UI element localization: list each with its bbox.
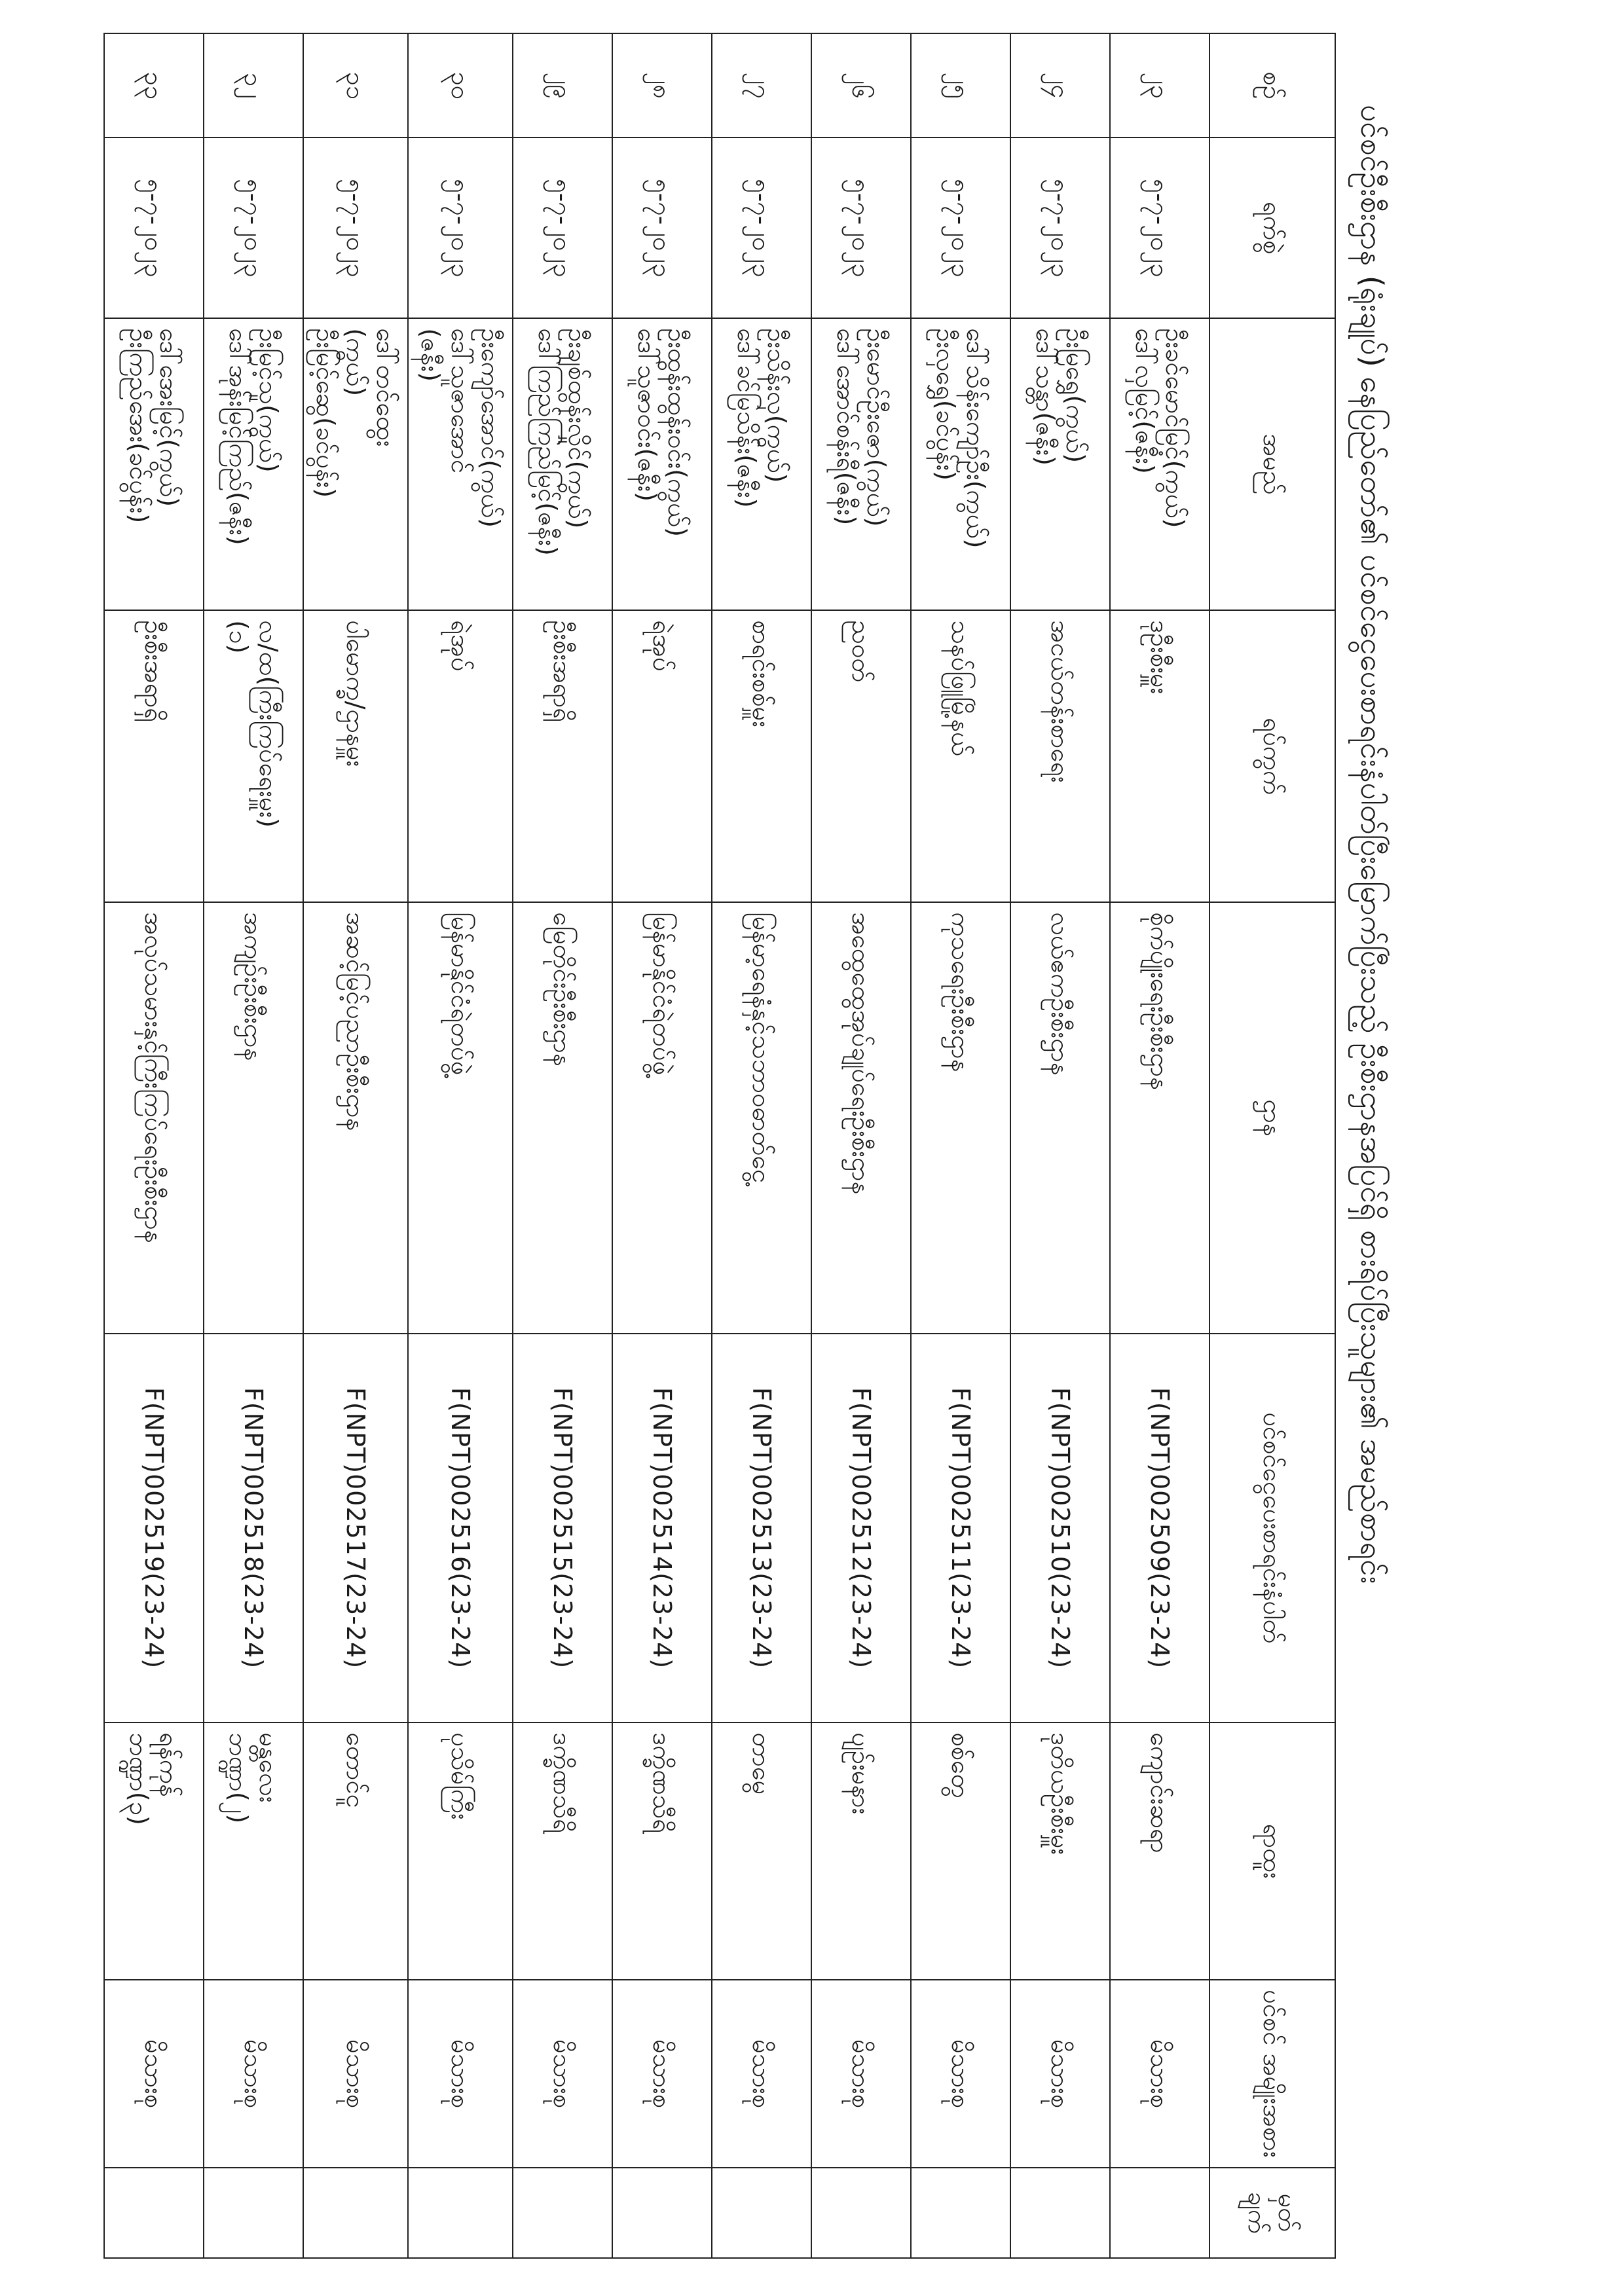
cell-name-line: ဦးခင်မောင်မြင့်(ကွယ်) — [1160, 328, 1189, 528]
cell-dept: ကုသရေးဦးစီးဌာန — [911, 902, 1010, 1333]
table-row — [513, 33, 612, 2258]
table-row — [811, 33, 911, 2258]
cell-remark — [1110, 2168, 1209, 2258]
header-no: စဉ် — [1209, 33, 1335, 137]
cell-serial: F(NPT)002510(23-24) — [1010, 1334, 1110, 1723]
cell-rank: တောင်ငူ — [303, 1722, 408, 1980]
cell-rank: ကျောင်းဆရာ — [1110, 1722, 1209, 1980]
cell-date: ၅-၇-၂၀၂၃ — [408, 137, 513, 318]
cell-date: ၅-၇-၂၀၂၃ — [513, 137, 612, 318]
cell-rank — [104, 1722, 204, 1980]
page-title: ပင်စင်ဦးစီးဌာန (ရုံးချုပ်) နေပြည်တော်၏ ပင်စင်ငွေပေးစာရင်းနံပါတ်ပြီးမြောက်ပြီးသည့် ဦးစီးဌာနအပြင်ရှိ စားရိပ်ပြီးသူများ၏ အမည်စာရင်း — [1354, 105, 1390, 1584]
cell-name-line: ဒေါ်တင်ထွေး — [371, 328, 400, 447]
cell-rank: ပုသိမ်ကြီး — [408, 1722, 513, 1980]
cell-remark — [513, 2168, 612, 2258]
cell-name — [612, 318, 712, 610]
pension-table — [103, 33, 1336, 2259]
header-date: ရက်စွဲ — [1209, 137, 1335, 318]
cell-remark — [911, 2168, 1010, 2258]
table-row — [104, 33, 204, 2258]
cell-type: မိသားစု — [513, 1980, 612, 2168]
cell-dept: အဆင့်မြင့်ပညာဦးစီးဌာန — [303, 902, 408, 1333]
cell-name-line: (ကွယ်) — [341, 328, 370, 397]
header-town: ရပ်ကွက် — [1209, 610, 1335, 902]
cell-serial: F(NPT)002514(23-24) — [612, 1334, 712, 1723]
cell-dept: အကျဉ်းဦးစီးဌာန — [204, 902, 303, 1333]
cell-name-line: ဦးသိန်းလှ(ကွယ်) — [762, 328, 791, 483]
cell-name-line: ဒေါ်သိန်းကျော်ဦး(ကွယ်) — [961, 328, 990, 549]
cell-date: ၅-၇-၂၀၂၃ — [811, 137, 911, 318]
cell-dept: စိုက်ပျိုးရေးဦးစီးဌာန — [1110, 902, 1209, 1333]
cell-name-line: ဒေါ်ကြည်ကြည်မြင့်(ဇနီး) — [533, 328, 562, 556]
cell-dept: မြန်မာ့ရေနံနှင့်သဘာဝဓာတ်ငွေ့ — [712, 902, 811, 1333]
cell-remark — [811, 2168, 911, 2258]
cell-dept: လယ်ဧကဦးစီးဌာန — [1010, 902, 1110, 1333]
cell-serial: F(NPT)002516(23-24) — [408, 1334, 513, 1723]
header-name: အမည် — [1209, 318, 1335, 610]
cell-date: ၅-၇-၂၀၂၃ — [612, 137, 712, 318]
table-row — [204, 33, 303, 2258]
cell-name — [104, 318, 204, 610]
cell-date: ၅-၇-၂၀၂၃ — [303, 137, 408, 318]
cell-rank: ဒက္ခိဏသီရိ — [513, 1722, 612, 1980]
cell-remark — [712, 2168, 811, 2258]
cell-serial: F(NPT)002515(23-24) — [513, 1334, 612, 1723]
cell-remark — [104, 2168, 204, 2258]
cell-rank: ဒုတိယဦးစီးမှူး — [1010, 1722, 1110, 1980]
table-row — [1110, 33, 1209, 2258]
cell-rank-line: မန္တလေး — [254, 1732, 283, 1803]
cell-rank-line: ဘဏ္ဍာ(၂) — [224, 1732, 253, 1824]
table-row — [712, 33, 811, 2258]
cell-name-line: ဦးချစ်ထွန်းလှိုင်(ကွယ်) — [563, 328, 592, 529]
cell-name-line: ဒေါ်အေးမြင့်(ကွယ်) — [155, 328, 183, 507]
cell-type: မိသားစု — [104, 1980, 204, 2168]
cell-type: မိသားစု — [811, 1980, 911, 2168]
cell-rank: ဒက္ခိဏသီရိ — [612, 1722, 712, 1980]
table-body — [104, 33, 1209, 2258]
cell-type: မိသားစု — [911, 1980, 1010, 2168]
cell-date: ၅-၇-၂၀၂၃ — [104, 137, 204, 318]
cell-town: ရဲအုပ် — [408, 610, 513, 902]
cell-remark — [408, 2168, 513, 2258]
table-row — [612, 33, 712, 2258]
cell-date: ၅-၇-၂၀၂၃ — [1010, 137, 1110, 318]
cell-name-line: ဒေါ်အုန်းမြင့်ကြည်(ဇနီး) — [224, 328, 253, 545]
cell-name-line: ဦးမောင်ဦးဇော(ကွယ်) — [862, 328, 891, 527]
cell-name-line: ဦးမြင့်ဆွေ(ခင်ပွန်း) — [311, 328, 340, 498]
cell-serial: F(NPT)002513(23-24) — [712, 1334, 811, 1723]
cell-name-line: ဦးကျော်အောင်(ကွယ်) — [476, 328, 505, 528]
cell-name — [408, 318, 513, 610]
cell-no: ၃၀ — [408, 33, 513, 137]
cell-rank: စစ်တွေ — [911, 1722, 1010, 1980]
cell-name — [1110, 318, 1209, 610]
cell-name — [1010, 318, 1110, 610]
cell-town: ဦးစီးအရာရှိ — [513, 610, 612, 902]
cell-town — [204, 610, 303, 902]
rotated-content — [124, 13, 1467, 2252]
cell-town: ပါမောက္ခ/ဌာနမှူး — [303, 610, 408, 902]
cell-serial: F(NPT)002511(23-24) — [911, 1334, 1010, 1723]
cell-name — [513, 318, 612, 610]
table-row — [408, 33, 513, 2258]
cell-name — [811, 318, 911, 610]
cell-no: ၃၁ — [303, 33, 408, 137]
header-type: ပင်စင် အမျိုးအစား — [1209, 1980, 1335, 2168]
cell-name — [911, 318, 1010, 610]
cell-name-line: ဦးထွန်းထွန်းဝင်း(ကွယ်) — [663, 328, 692, 537]
cell-remark — [204, 2168, 303, 2258]
cell-town: ညဝတ် — [811, 610, 911, 902]
header-remark: မှတ် ချက် — [1209, 2168, 1335, 2258]
cell-dept: အထွေထွေအုပ်ချုပ်ရေးဦးစီးဌာန — [811, 902, 911, 1333]
cell-name — [204, 318, 303, 610]
cell-name-line: (ဇနီး) — [416, 328, 445, 382]
cell-name-line: ဦးမြင့်သူ(ကွယ်) — [254, 328, 283, 473]
cell-no: ၂၅ — [911, 33, 1010, 137]
cell-date: ၅-၇-၂၀၂၃ — [911, 137, 1010, 318]
cell-rank: ပျဉ်းမနား — [811, 1722, 911, 1980]
cell-type: မိသားစု — [303, 1980, 408, 2168]
cell-serial: F(NPT)002518(23-24) — [204, 1334, 303, 1723]
cell-name — [303, 318, 408, 610]
cell-name-line: ဒေါ်သူဇာဝင်း(ဇနီး) — [633, 328, 661, 502]
cell-town: သနပ်ဖြူမြို့နယ် — [911, 610, 1010, 902]
cell-no: ၂၉ — [513, 33, 612, 137]
cell-name — [712, 318, 811, 610]
cell-type: မိသားစု — [1010, 1980, 1110, 2168]
cell-name-line: ဦးမြရွှေ(ကွယ်) — [1061, 328, 1090, 464]
cell-name-line: ဒေါ်လှမြင့်(ဇနီး) — [1130, 328, 1159, 474]
cell-dept: အလုပ်သမားနှင့်ကြီးကြပ်ရေးဦးစီးဌာန — [104, 902, 204, 1333]
cell-town: အငယ်တန်းစာရေး — [1010, 610, 1110, 902]
cell-town-line: လ/ထ(ကြီးကြပ်ရေးမှူး) — [254, 620, 283, 828]
cell-name-line: ဒေါ်သူဇာအောင် — [446, 328, 475, 474]
cell-town: ဒုဦးစီးမှူး — [1110, 610, 1209, 902]
cell-type: မိသားစု — [1110, 1980, 1209, 2168]
cell-type: မိသားစု — [204, 1980, 303, 2168]
cell-name-line: ဒေါ်သန္တာ(ဇနီး) — [1031, 328, 1060, 466]
cell-no: ၃၃ — [104, 33, 204, 137]
table-row — [303, 33, 408, 2258]
table-row — [911, 33, 1010, 2258]
cell-town: စာရင်းစစ်မှူး — [712, 610, 811, 902]
cell-no: ၃၂ — [204, 33, 303, 137]
cell-type: မိသားစု — [612, 1980, 712, 2168]
cell-no: ၂၇ — [712, 33, 811, 137]
cell-rank-line: ရန်ကုန် — [155, 1732, 183, 1797]
cell-no: ၂၈ — [612, 33, 712, 137]
cell-name-line: ဒေါ်ခင်မြသိန်း(ဇနီး) — [732, 328, 761, 508]
cell-no: ၂၆ — [811, 33, 911, 137]
header-serial: ပင်စင်ငွေပေးစာရင်းနံပါတ် — [1209, 1334, 1335, 1723]
cell-name-line: ဦးကြည်အေး(ခင်ပွန်း) — [124, 328, 153, 524]
cell-type: မိသားစု — [712, 1980, 811, 2168]
header-rank: ရာထူး — [1209, 1722, 1335, 1980]
cell-name-line: ဒေါ်အောင်စန်းရီ(ဇနီး) — [832, 328, 860, 526]
cell-dept: မြန်မာနိုင်ငံရဲတပ်ဖွဲ့ — [408, 902, 513, 1333]
cell-rank — [204, 1722, 303, 1980]
cell-rank: တာမွေ — [712, 1722, 811, 1980]
cell-town-line: (၁) — [224, 620, 253, 654]
cell-date: ၅-၇-၂၀၂၃ — [204, 137, 303, 318]
cell-town: ရဲအုပ် — [612, 610, 712, 902]
cell-serial: F(NPT)002519(23-24) — [104, 1334, 204, 1723]
cell-remark — [612, 2168, 712, 2258]
table-header-row — [1209, 33, 1335, 2258]
cell-name-line: ဦးလှရွှေ(ခင်ပွန်း) — [931, 328, 960, 481]
cell-no: ၂၄ — [1010, 33, 1110, 137]
cell-rank-line: ဘဏ္ဍာ(၃) — [124, 1732, 153, 1825]
header-dept: ဌာန — [1209, 902, 1335, 1333]
cell-date: ၅-၇-၂၀၂၃ — [1110, 137, 1209, 318]
table-row — [1010, 33, 1110, 2258]
cell-remark — [303, 2168, 408, 2258]
cell-serial: F(NPT)002509(23-24) — [1110, 1334, 1209, 1723]
cell-dept: မြန်မာနိုင်ငံရဲတပ်ဖွဲ့ — [612, 902, 712, 1333]
cell-type: မိသားစု — [408, 1980, 513, 2168]
cell-date: ၅-၇-၂၀၂၃ — [712, 137, 811, 318]
cell-dept: မြေတိုင်းဦးစီးဌာန — [513, 902, 612, 1333]
cell-serial: F(NPT)002512(23-24) — [811, 1334, 911, 1723]
cell-serial: F(NPT)002517(23-24) — [303, 1334, 408, 1723]
cell-no: ၂၃ — [1110, 33, 1209, 137]
cell-town: ဦးစီးအရာရှိ — [104, 610, 204, 902]
cell-remark — [1010, 2168, 1110, 2258]
